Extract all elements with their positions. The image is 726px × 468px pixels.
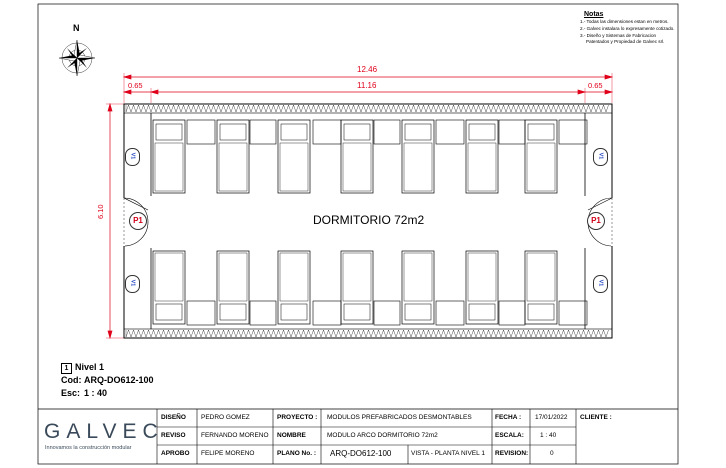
bed-mattress	[404, 143, 432, 191]
bed-pillow	[528, 124, 554, 140]
bed-pillow	[405, 304, 431, 320]
galvec-logo: GALVEC	[44, 420, 164, 443]
bed-mattress	[404, 253, 432, 301]
nightstand	[313, 301, 341, 325]
dim-total-width: 12.46	[357, 65, 378, 74]
bed-mattress	[280, 143, 308, 191]
view-code-label: Cod:	[61, 375, 82, 385]
nightstand	[313, 120, 341, 144]
dim-right-offset: 0.65	[588, 81, 603, 90]
bed-mattress	[219, 143, 247, 191]
window-tag-text: V1	[597, 152, 604, 160]
dim-inner-width: 11.16	[357, 81, 377, 90]
bed	[217, 120, 249, 193]
bed-pillow	[344, 124, 370, 140]
notes-title: Notas	[584, 11, 604, 18]
wall-hatch-strip	[126, 105, 609, 112]
tb-cliente-label: CLIENTE :	[580, 414, 612, 421]
bed	[153, 120, 185, 193]
bed-mattress	[155, 253, 183, 301]
tb-escala: 1 : 40	[540, 432, 557, 439]
nightstand	[187, 301, 215, 325]
view-scale-label: Esc:	[61, 388, 81, 398]
wall-hatch-strip	[126, 330, 609, 337]
nightstand	[559, 301, 587, 325]
bed-pillow	[220, 124, 246, 140]
bed-pillow	[469, 304, 495, 320]
nightstand	[499, 301, 525, 325]
window-tag-top-left	[125, 148, 140, 166]
tb-nombre: MODULO ARCO DORMITORIO 72m2	[327, 432, 438, 439]
bed-mattress	[280, 253, 308, 301]
window-tag-text: V1	[129, 152, 136, 160]
bed-mattress	[527, 143, 555, 191]
nightstand	[374, 120, 400, 144]
nightstand	[250, 120, 276, 144]
bed	[217, 251, 249, 324]
bed-mattress	[343, 143, 371, 191]
bed	[341, 251, 373, 324]
nightstand	[250, 301, 276, 325]
nightstand	[436, 120, 464, 144]
tb-nombre-label: NOMBRE	[277, 432, 306, 439]
dim-height: 6.10	[96, 204, 105, 219]
note-3: 3.- Diseño y Sistemas de Fabricacion	[580, 33, 657, 38]
tb-aprobo: FELIPE MORENO	[201, 450, 255, 457]
room-name: DORMITORIO 72m2	[313, 213, 425, 227]
view-code: ARQ-DO612-100	[84, 375, 154, 385]
tb-vista: VISTA - PLANTA NIVEL 1	[411, 450, 485, 457]
compass-rose	[59, 40, 95, 76]
north-label: N	[73, 23, 80, 33]
door-tag-right: P1	[587, 212, 605, 230]
tb-escala-label: ESCALA:	[495, 432, 524, 439]
tb-diseno: PEDRO GOMEZ	[201, 414, 250, 421]
tb-proyecto-label: PROYECTO :	[277, 414, 318, 421]
bed-pillow	[528, 304, 554, 320]
galvec-tagline: Innovamos la construcción modular	[45, 445, 132, 451]
bed-pillow	[405, 124, 431, 140]
tb-plano: ARQ-DO612-100	[330, 449, 392, 458]
bed	[525, 120, 557, 193]
bed-mattress	[527, 253, 555, 301]
window-tag-text: V1	[129, 279, 136, 287]
bed-mattress	[219, 253, 247, 301]
view-name: Nivel 1	[75, 362, 105, 372]
tb-reviso-label: REVISO	[161, 432, 186, 439]
tb-revision: 0	[550, 450, 554, 457]
bed-mattress	[155, 143, 183, 191]
tb-fecha-label: FECHA :	[495, 414, 522, 421]
tb-revision-label: REVISION:	[495, 450, 529, 457]
tb-fecha: 17/01/2022	[535, 414, 568, 421]
bed	[402, 120, 434, 193]
window-tag-bottom-right	[593, 275, 608, 293]
bed	[278, 120, 310, 193]
nightstand	[499, 120, 525, 144]
view-scale: 1 : 40	[84, 388, 108, 398]
bed-mattress	[343, 253, 371, 301]
bed-pillow	[281, 124, 307, 140]
note-4: Patentados y Propiedad de Galvec srl.	[586, 39, 665, 44]
bed	[402, 251, 434, 324]
door-tag-left: P1	[129, 212, 147, 230]
dim-left-offset: 0.65	[128, 81, 143, 90]
bed-pillow	[344, 304, 370, 320]
window-tag-bottom-left	[125, 275, 140, 293]
bed	[525, 251, 557, 324]
bed-pillow	[469, 124, 495, 140]
view-number: 1	[61, 363, 72, 374]
bed-pillow	[220, 304, 246, 320]
bed-pillow	[281, 304, 307, 320]
tb-plano-label: PLANO No. :	[277, 450, 316, 457]
tb-aprobo-label: APROBO	[161, 450, 190, 457]
tb-reviso: FERNANDO MORENO	[201, 432, 269, 439]
nightstand	[374, 301, 400, 325]
note-1: 1.- Todas las dimensiones estan en metros.	[580, 19, 669, 24]
tb-diseno-label: DISEÑO	[161, 414, 186, 421]
bed	[341, 120, 373, 193]
note-2: 2.- Galvec instalara lo expresamente cotizado.	[580, 26, 675, 31]
tb-proyecto: MODULOS PREFABRICADOS DESMONTABLES	[327, 414, 472, 421]
bed	[278, 251, 310, 324]
nightstand	[436, 301, 464, 325]
window-tag-top-right	[593, 148, 608, 166]
nightstand	[187, 120, 215, 144]
bed-mattress	[468, 143, 496, 191]
window-tag-text: V1	[597, 279, 604, 287]
bed-pillow	[156, 304, 182, 320]
nightstand	[559, 120, 587, 144]
bed-mattress	[468, 253, 496, 301]
bed-pillow	[156, 124, 182, 140]
bed	[153, 251, 185, 324]
bed	[466, 251, 498, 324]
bed	[466, 120, 498, 193]
